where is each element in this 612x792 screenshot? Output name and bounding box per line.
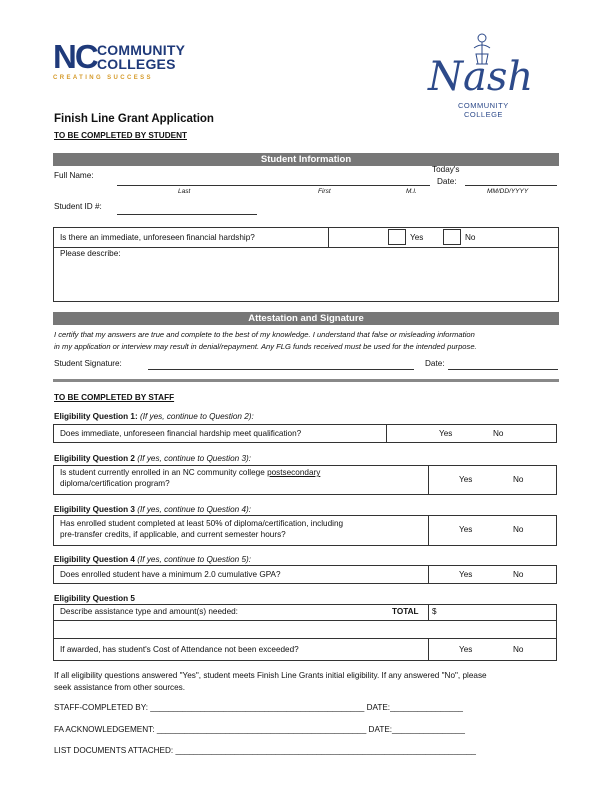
q2-text-line2: diploma/certification program? [60,479,170,488]
hardship-yes-label: Yes [410,233,424,242]
nash-college-text: COLLEGE [464,110,503,119]
q3-note: (If yes, continue to Question 4): [137,505,252,514]
q5-vline1 [428,604,429,620]
q5-no[interactable]: No [513,645,524,654]
eligibility-note-line1: If all eligibility questions answered "Yes", student meets Finish Line Grants initial eligibility. If any answered "No", please [54,671,487,680]
nash-script-text: Nash [428,54,534,100]
fa-acknowledgement-line[interactable]: FA ACKNOWLEDGEMENT: ______________________________________________ DATE:________________ [54,725,465,734]
hardship-no-checkbox[interactable] [443,229,461,245]
logo-nc-letters: NC [53,38,97,75]
first-name-caption: First [318,188,331,195]
q2-text-line1 [60,468,320,477]
date-format-caption: MM/DD/YYYY [487,188,529,195]
q4-text: Does enrolled student have a minimum 2.0 cumulative GPA? [60,570,281,579]
q4-note: (If yes, continue to Question 5): [137,555,252,564]
full-name-label: Full Name: [54,171,94,180]
q1-label: Eligibility Question 1: [54,412,138,421]
student-id-label: Student ID #: [54,202,102,211]
q3-divider [428,515,429,546]
q3-no[interactable]: No [513,525,524,534]
q1-divider [386,424,387,443]
q5-text: Describe assistance type and amount(s) needed: [60,607,238,616]
q2-no[interactable]: No [513,475,524,484]
staff-section-heading: TO BE COMPLETED BY STAFF [54,393,175,402]
q1-heading [54,412,254,421]
q5-label: Eligibility Question 5 [54,594,135,603]
logo-tagline: CREATING SUCCESS [53,75,153,81]
signature-date-label: Date: [425,359,445,368]
q4-no[interactable]: No [513,570,524,579]
today-date-label: Date: [437,177,457,186]
q3-label: Eligibility Question 3 [54,505,135,514]
full-name-field[interactable] [117,185,430,186]
q3-text-line2: pre-transfer credits, if applicable, and current semester hours? [60,530,286,539]
nash-community-college-logo [418,28,558,123]
student-id-field[interactable] [117,214,257,215]
describe-textarea[interactable] [56,260,556,300]
middle-initial-caption: M.I. [406,188,417,195]
q4-label: Eligibility Question 4 [54,555,135,564]
today-date-field[interactable] [465,185,557,186]
signature-label: Student Signature: [54,359,122,368]
q5-yes[interactable]: Yes [459,645,473,654]
documents-attached-line[interactable]: LIST DOCUMENTS ATTACHED: __________________________________________________________________ [54,746,476,755]
q3-yes[interactable]: Yes [459,525,473,534]
nc-community-colleges-logo [53,40,193,88]
q5-dollar-sign: $ [432,607,437,616]
hardship-yes-checkbox[interactable] [388,229,406,245]
section-divider [53,379,559,382]
student-information-band: Student Information [53,153,559,166]
q2-note: (If yes, continue to Question 3): [137,454,252,463]
q5-total-label: TOTAL [392,607,419,616]
q5-coa-text: If awarded, has student's Cost of Attendance not been exceeded? [60,645,299,654]
signature-date-field[interactable] [448,369,558,370]
q2-text-underlined: postsecondary [267,468,321,477]
page-title: Finish Line Grant Application [54,113,214,125]
q2-heading [54,454,251,463]
logo-colleges-word: COLLEGES [97,56,176,72]
q1-no[interactable]: No [493,429,504,438]
q2-label: Eligibility Question 2 [54,454,135,463]
q5-assistance-input[interactable] [55,621,555,637]
q5-hline2 [53,638,557,639]
todays-label: Today's [432,165,460,174]
q2-divider [428,465,429,495]
q2-yes[interactable]: Yes [459,475,473,484]
q1-yes[interactable]: Yes [439,429,453,438]
q4-divider [428,565,429,584]
q5-vline2 [428,638,429,661]
q1-text: Does immediate, unforeseen financial hardship meet qualification? [60,429,302,438]
hardship-divider [53,247,559,248]
q4-yes[interactable]: Yes [459,570,473,579]
q5-total-input[interactable] [440,605,555,619]
q3-text-line1: Has enrolled student completed at least 50% of diploma/certification, including [60,519,344,528]
nash-community-text: COMMUNITY [458,101,509,110]
q2-text-a: Is student currently enrolled in an NC community college [60,468,268,477]
last-name-caption: Last [178,188,191,195]
eligibility-note-line2: seek assistance from other sources. [54,683,186,692]
hardship-no-label: No [465,233,476,242]
q4-heading [54,555,251,564]
student-section-heading: TO BE COMPLETED BY STUDENT [54,131,187,140]
logo-community-word: COMMUNITY [97,42,186,58]
attestation-text-line2: in my application or interview may result in denial/repayment. Any FLG funds received must be used for the intended purpose. [54,342,477,351]
q1-note: (If yes, continue to Question 2): [139,412,254,421]
q3-heading [54,505,251,514]
staff-completed-by-line[interactable]: STAFF-COMPLETED BY: _______________________________________________ DATE:________________ [54,703,463,712]
attestation-text-line1: I certify that my answers are true and complete to the best of my knowledge. I understand that false or misleading information [54,330,475,339]
hardship-question: Is there an immediate, unforeseen financial hardship? [60,233,255,242]
nash-emblem-icon [418,28,558,123]
attestation-band: Attestation and Signature [53,312,559,325]
signature-field[interactable] [148,369,414,370]
describe-label: Please describe: [60,249,121,258]
hardship-vdivider [328,227,329,247]
